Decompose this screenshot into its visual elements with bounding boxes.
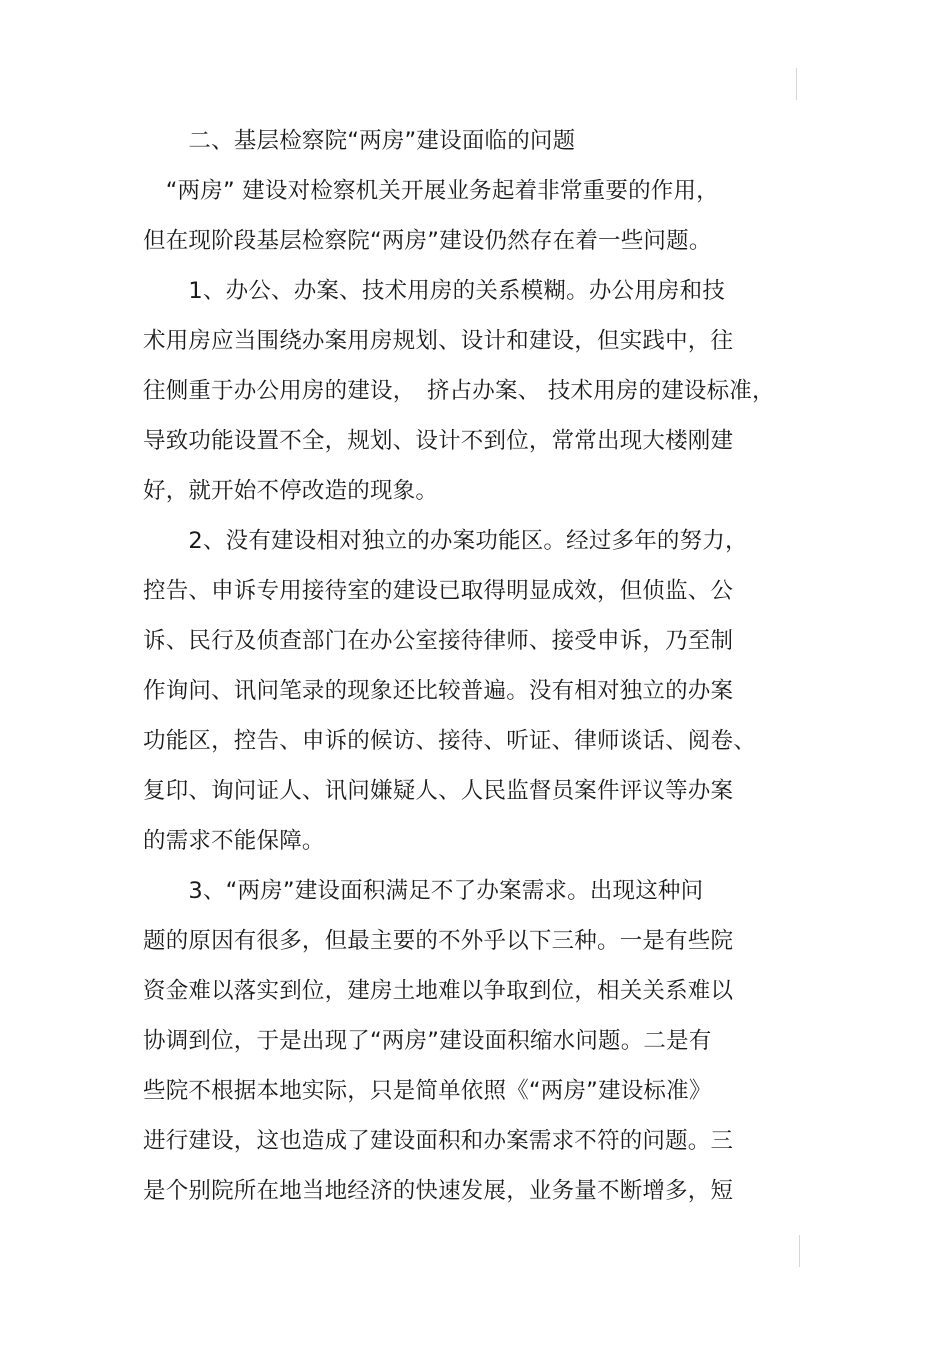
body-line: 作询问、讯问笔录的现象还比较普遍。没有相对独立的办案 — [143, 678, 734, 704]
body-line: 的需求不能保障。 — [143, 828, 325, 854]
body-line: 题的原因有很多，但最主要的不外乎以下三种。一是有些院 — [143, 928, 734, 954]
body-line: 资金难以落实到位，建房土地难以争取到位，相关关系难以 — [143, 978, 734, 1004]
body-line: 控告、申诉专用接待室的建设已取得明显成效，但侦监、公 — [143, 578, 734, 604]
body-line: 3、“两房”建设面积满足不了办案需求。出现这种问 — [143, 878, 704, 904]
body-line: 1、办公、办案、技术用房的关系模糊。办公用房和技 — [143, 278, 726, 304]
body-line: 功能区，控告、申诉的候访、接待、听证、律师谈话、阅卷、 — [143, 728, 756, 754]
body-line: 些院不根据本地实际，只是简单依照《“两房”建设标准》 — [143, 1078, 712, 1104]
body-line: 2、没有建设相对独立的办案功能区。经过多年的努力， — [143, 528, 748, 554]
body-line: 是个别院所在地当地经济的快速发展，业务量不断增多，短 — [143, 1178, 734, 1204]
body-line: 好，就开始不停改造的现象。 — [143, 478, 439, 504]
body-line: 术用房应当围绕办案用房规划、设计和建设，但实践中，往 — [143, 328, 734, 354]
scan-edge-mark-bottom — [799, 1235, 800, 1267]
body-line: “两房” 建设对检察机关开展业务起着非常重要的作用， — [143, 178, 719, 204]
body-line: 复印、询问证人、讯问嫌疑人、人民监督员案件评议等办案 — [143, 778, 734, 804]
body-line: 诉、民行及侦查部门在办公室接待律师、接受申诉，乃至制 — [143, 628, 734, 654]
section-heading: 二、基层检察院“两房”建设面临的问题 — [143, 128, 576, 154]
body-line: 协调到位，于是出现了“两房”建设面积缩水问题。二是有 — [143, 1028, 712, 1054]
body-line: 进行建设，这也造成了建设面积和办案需求不符的问题。三 — [143, 1128, 734, 1154]
body-line: 导致功能设置不全，规划、设计不到位，常常出现大楼刚建 — [143, 428, 734, 454]
body-line: 但在现阶段基层检察院“两房”建设仍然存在着一些问题。 — [143, 228, 712, 254]
scan-edge-mark-top — [796, 68, 797, 100]
body-line: 往侧重于办公用房的建设， 挤占办案、 技术用房的建设标准， — [143, 378, 775, 404]
